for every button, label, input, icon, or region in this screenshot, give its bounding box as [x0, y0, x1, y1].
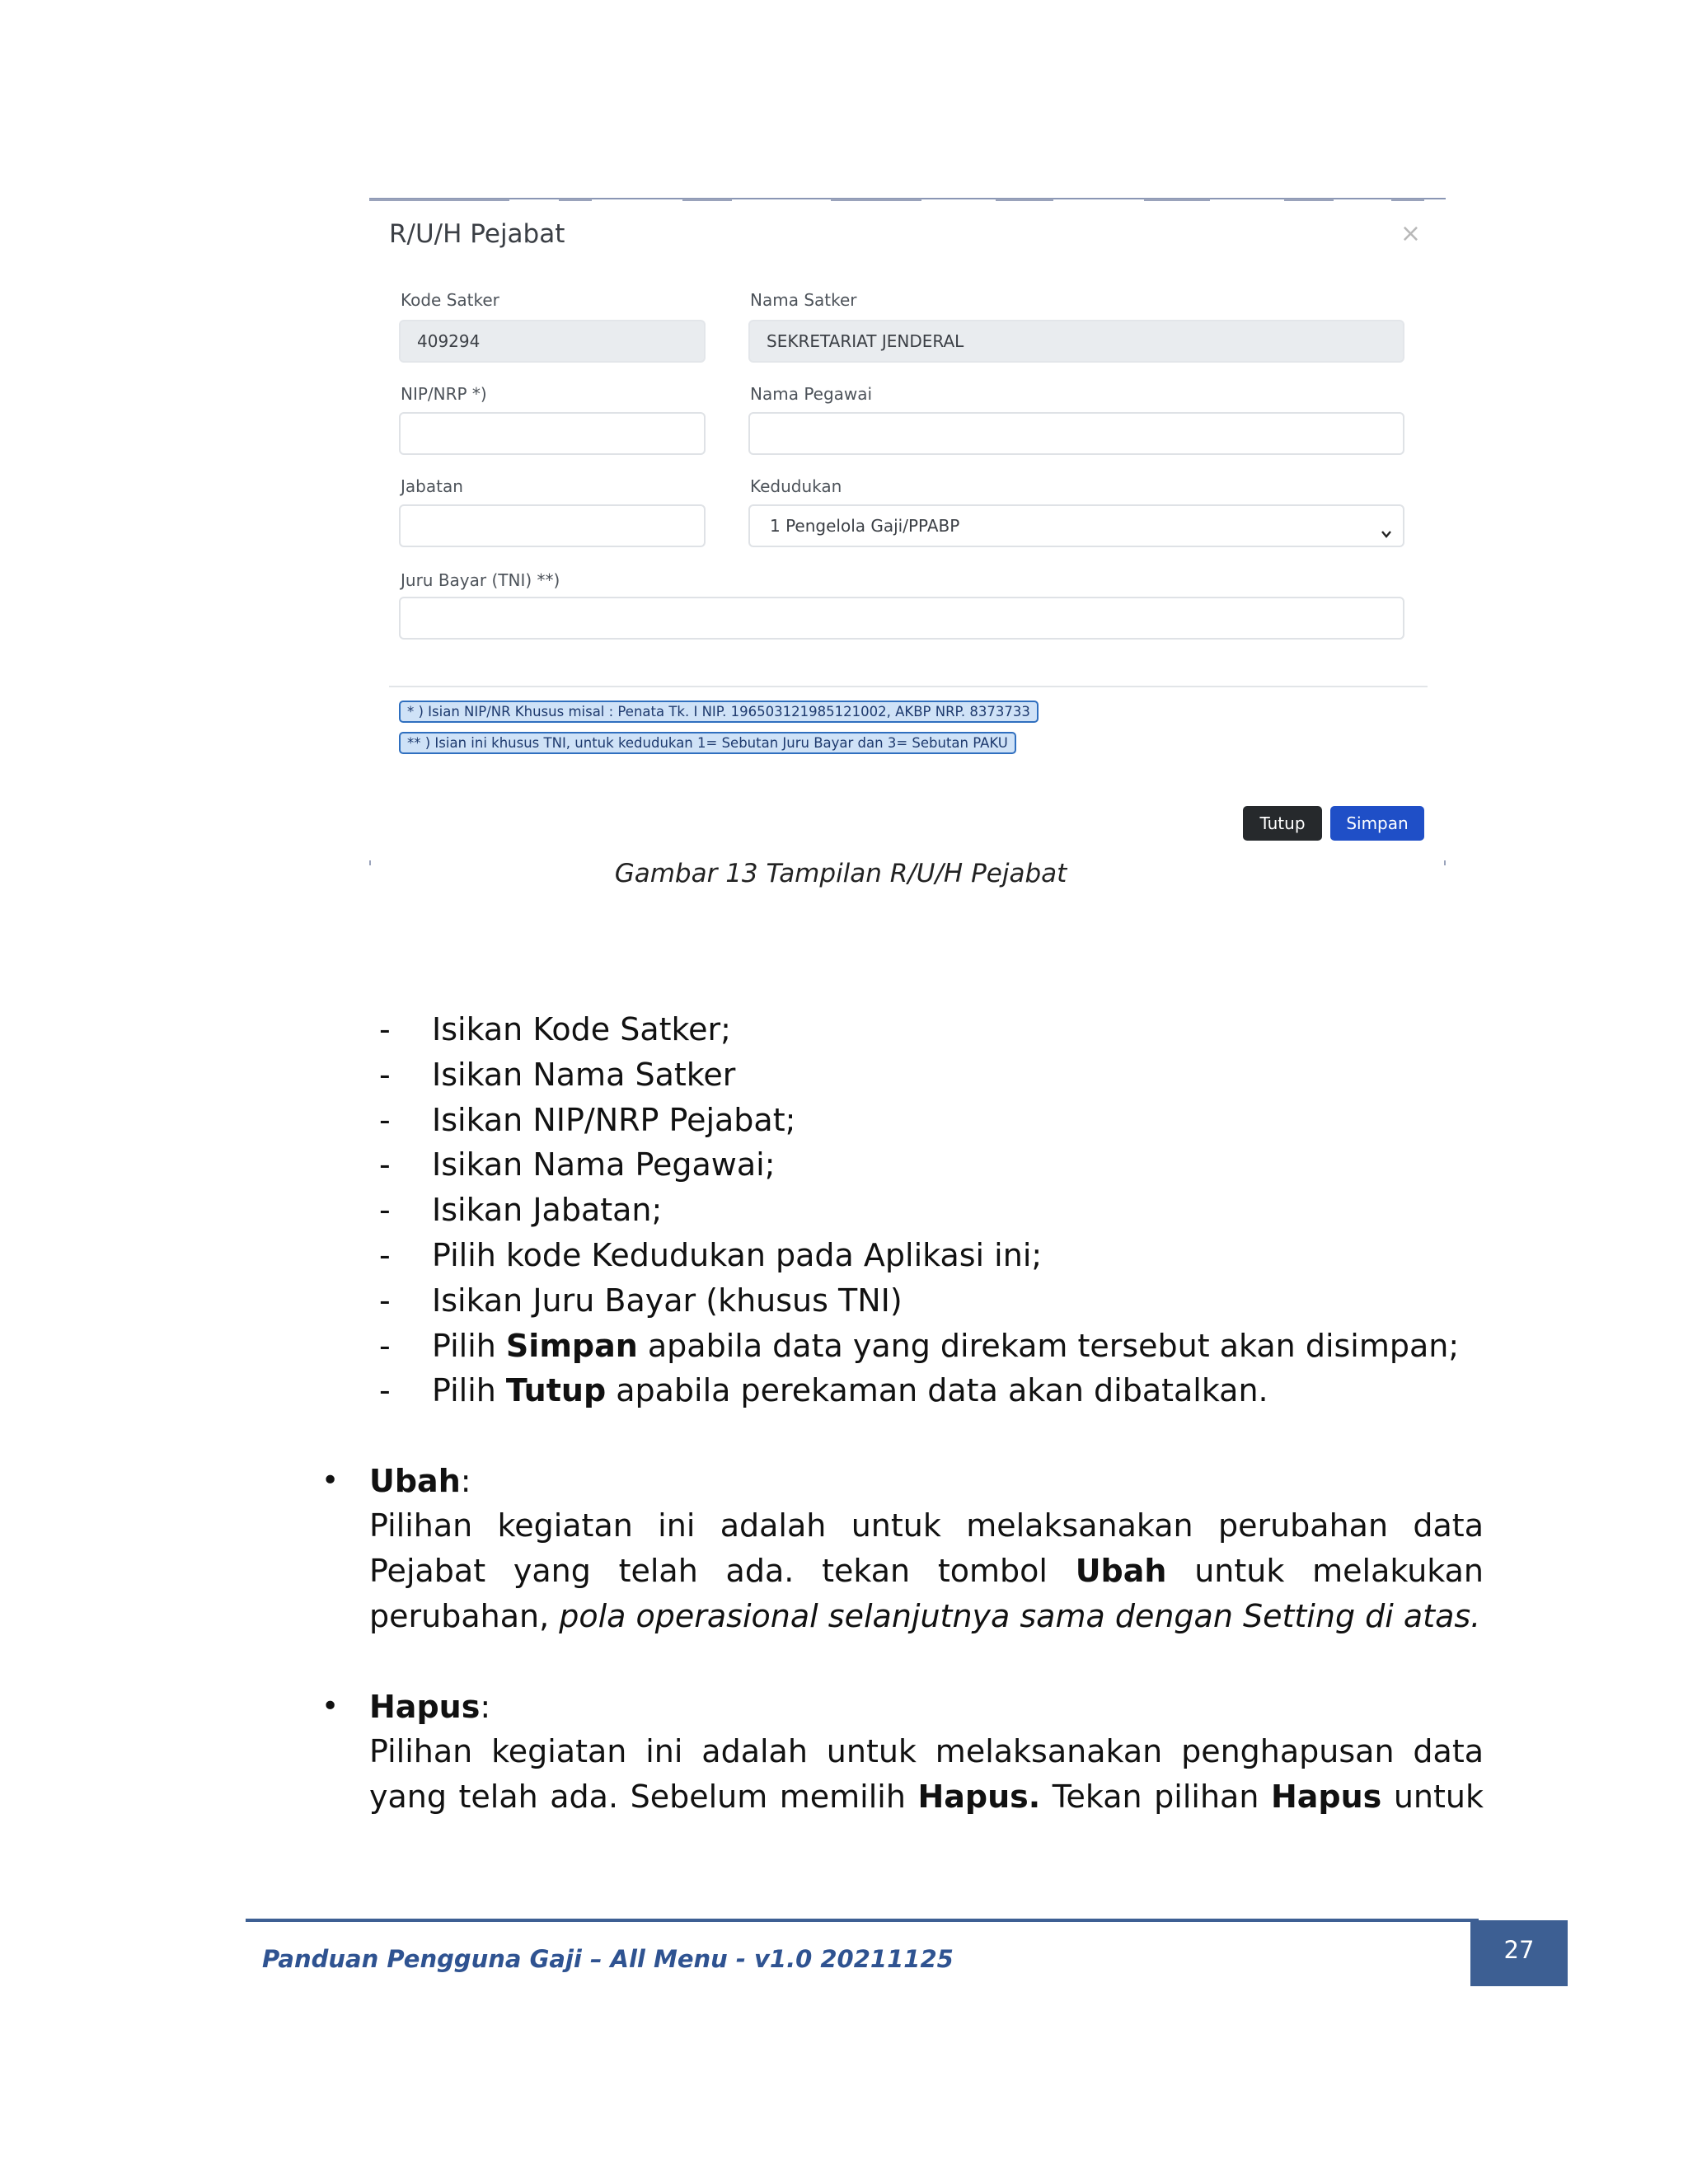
- bullet-marker: •: [321, 1690, 340, 1723]
- step-text: Pilih: [432, 1327, 506, 1364]
- section-paragraph: [369, 1729, 1484, 1820]
- note-nip-nrp: * ) Isian NIP/NR Khusus misal : Penata Tk. I NIP. 196503121985121002, AKBP NRP. 8373733: [399, 701, 1039, 723]
- step-text: Isikan Juru Bayar (khusus TNI): [432, 1282, 903, 1319]
- simpan-button[interactable]: Simpan: [1330, 806, 1424, 841]
- step-list: [379, 1007, 1459, 1413]
- list-item: [379, 1324, 1459, 1369]
- nip-nrp-field[interactable]: [399, 412, 706, 455]
- list-item: [379, 1098, 1459, 1143]
- juru-bayar-field[interactable]: [399, 597, 1404, 640]
- dash-marker: -: [379, 1282, 391, 1319]
- jabatan-label: Jabatan: [401, 476, 463, 496]
- figure-caption-text: Gambar 13 Tampilan R/U/H Pejabat: [614, 859, 1067, 888]
- step-text: Pilih kode Kedudukan pada Aplikasi ini;: [432, 1236, 1043, 1273]
- step-bold-text: Tutup: [505, 1372, 607, 1409]
- kedudukan-label: Kedudukan: [750, 476, 842, 496]
- modal-screenshot: [369, 198, 1446, 865]
- paragraph-bold: Ubah: [1075, 1552, 1167, 1589]
- dash-marker: -: [379, 1011, 391, 1047]
- paragraph-text: Tekan pilihan: [1040, 1778, 1271, 1815]
- footer-title: Panduan Pengguna Gaji – All Menu - v1.0 20211125: [262, 1945, 954, 1973]
- step-text: apabila perekaman data akan dibatalkan.: [606, 1372, 1268, 1409]
- dash-marker: -: [379, 1146, 391, 1183]
- paragraph-bold: Hapus.: [917, 1778, 1041, 1815]
- kedudukan-selected-value: 1 Pengelola Gaji/PPABP: [770, 516, 960, 536]
- step-text: apabila data yang direkam tersebut akan disimpan;: [637, 1327, 1460, 1364]
- section-paragraph: [369, 1503, 1484, 1638]
- step-text: Isikan NIP/NRP Pejabat;: [432, 1101, 796, 1138]
- list-item: [379, 1142, 1459, 1188]
- paragraph-text: Pilihan kegiatan ini adalah untuk melaksanakan perubahan data Pejabat yang telah ada. tekan tombol: [369, 1507, 1484, 1589]
- close-icon[interactable]: ×: [1400, 219, 1421, 248]
- list-item: [379, 1278, 1459, 1324]
- step-text: Isikan Nama Satker: [432, 1056, 736, 1093]
- nama-satker-field[interactable]: SEKRETARIAT JENDERAL: [748, 320, 1404, 363]
- jabatan-field[interactable]: [399, 504, 706, 547]
- nama-satker-label: Nama Satker: [750, 290, 857, 310]
- paragraph-text: untuk melakukan perubahan,: [369, 1552, 1484, 1634]
- heading-colon: :: [460, 1463, 471, 1499]
- heading-text: Ubah: [369, 1463, 461, 1499]
- kode-satker-field[interactable]: 409294: [399, 320, 706, 363]
- dash-marker: -: [379, 1192, 391, 1229]
- nama-pegawai-field[interactable]: [748, 412, 1404, 455]
- heading-text: Hapus: [369, 1689, 481, 1725]
- nama-pegawai-label: Nama Pegawai: [750, 384, 873, 404]
- kode-satker-label: Kode Satker: [401, 290, 499, 310]
- dash-marker: -: [379, 1101, 391, 1138]
- paragraph-bold: Hapus: [1270, 1778, 1382, 1815]
- step-text: Pilih: [432, 1372, 506, 1409]
- list-item: [379, 1007, 1459, 1052]
- step-text: Isikan Kode Satker;: [432, 1011, 731, 1047]
- footer-rule: [246, 1919, 1479, 1922]
- step-text: Isikan Jabatan;: [432, 1192, 663, 1229]
- paragraph-italic: pola operasional selanjutnya sama dengan Setting di atas.: [559, 1597, 1481, 1634]
- juru-bayar-label: Juru Bayar (TNI) **): [401, 570, 560, 590]
- tutup-button[interactable]: Tutup: [1243, 806, 1322, 841]
- paragraph-text: untuk: [1381, 1778, 1484, 1815]
- section-heading: [369, 1685, 490, 1729]
- dash-marker: -: [379, 1236, 391, 1273]
- list-item: [379, 1233, 1459, 1278]
- list-item: [379, 1188, 1459, 1233]
- chevron-down-icon: [1380, 516, 1393, 555]
- step-bold-text: Simpan: [505, 1327, 638, 1364]
- list-item: [379, 1052, 1459, 1098]
- note-juru-bayar: ** ) Isian ini khusus TNI, untuk kedudukan 1= Sebutan Juru Bayar dan 3= Sebutan PAKU: [399, 732, 1016, 754]
- figure-caption: [0, 859, 1688, 888]
- nip-nrp-label: NIP/NRP *): [401, 384, 487, 404]
- dash-marker: -: [379, 1372, 391, 1409]
- cropped-navbar-edge: [369, 198, 1446, 204]
- dash-marker: -: [379, 1327, 391, 1364]
- kedudukan-select[interactable]: [748, 504, 1404, 547]
- step-text: Isikan Nama Pegawai;: [432, 1146, 776, 1183]
- section-heading: [369, 1459, 471, 1503]
- modal-title: R/U/H Pejabat: [389, 219, 565, 249]
- page-number: 27: [1470, 1920, 1568, 1986]
- bullet-marker: •: [321, 1464, 340, 1497]
- dash-marker: -: [379, 1056, 391, 1093]
- modal-divider: [389, 686, 1428, 687]
- heading-colon: :: [480, 1689, 491, 1725]
- list-item: [379, 1368, 1459, 1413]
- paragraph-text: Pilihan kegiatan ini adalah untuk melaksanakan penghapusan data yang telah ada. Sebelum memilih: [369, 1733, 1484, 1815]
